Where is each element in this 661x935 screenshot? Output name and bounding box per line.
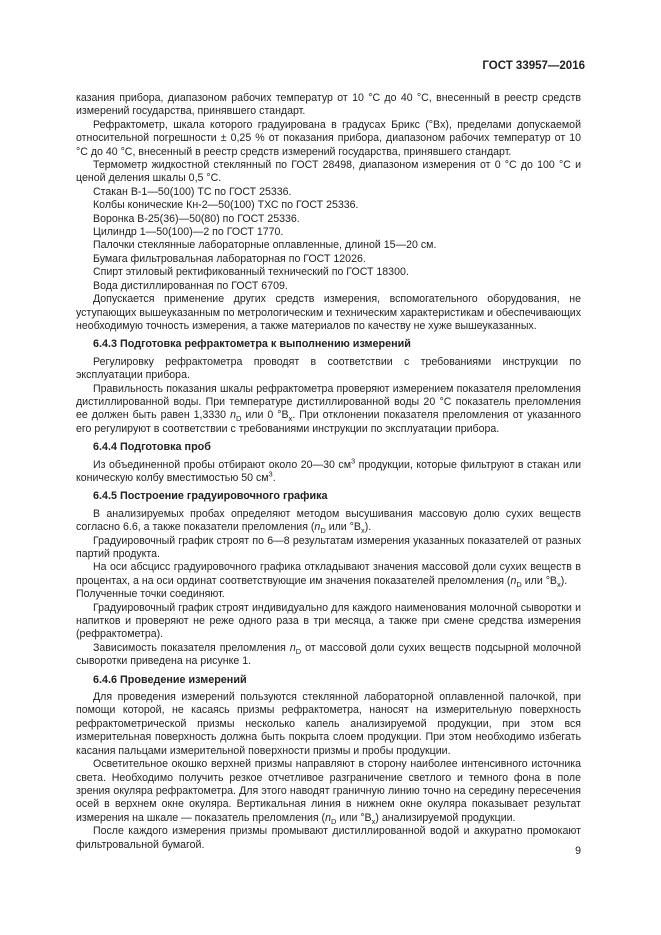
paragraph: После каждого измерения призмы промывают дистиллированной водой и аккуратно промокают фильтровальной бумагой. <box>76 825 581 851</box>
paragraph: Из объединенной пробы отбирают около 20—30 $см^3$ продукции, которые фильтруют в стакан или коническую колбу вместимостью 50 $см^3$. <box>76 456 581 484</box>
paragraph: Допускается применение других средств измерения, вспомогательного оборудования, не уступающих вышеуказанным по метрологическим и техническим характеристикам и обеспечивающих необходимую точность измерения, а также материалов по качеству не хуже вышеуказанных. <box>76 293 581 332</box>
paragraph: На оси абсцисс градуировочного графика откладывают значения массовой доли сухих веществ в процентах, а на оси ординат соответствующие им значения показателей преломления ($n_D$ или $^\circ B_x$). <box>76 561 581 589</box>
section-heading-6-4-5: 6.4.5 Построение градуировочного графика <box>93 490 328 503</box>
paragraph: Градуировочный график строят по 6—8 результатам измерения указанных показателей от разных партий продукта. <box>76 534 581 560</box>
paragraph: Зависимость показателя преломления $n_D$ от массовой доли сухих веществ подсырной молочной сыворотки приведена на рисунке 1. <box>76 641 581 668</box>
section-heading-6-4-6: 6.4.6 Проведение измерений <box>93 673 247 686</box>
list-item: Цилиндр 1—50(100)—2 по ГОСТ 1770. <box>93 226 284 239</box>
paragraph: Для проведения измерений пользуются стеклянной лабораторной оплавленной палочкой, при помощи которой, не касаясь призмы рефрактометра, наносят на измерительную поверхность рефрактометрической призмы несколько капель анализируемой продукции, при этом вся измерительная поверхность должна быть покрыта слоем продукции. При этом необходимо избегать касания пальцами измерительной поверхности призмы и пробы продукции. <box>76 691 581 757</box>
list-item: Вода дистиллированная по ГОСТ 6709. <box>93 279 288 292</box>
paragraph: Полученные точки соединяют. <box>76 588 225 601</box>
paragraph: Осветительное окошко верхней призмы направляют в сторону наиболее интенсивного источника света. Необходимо получить резкое отчетливое разграничение светлого и темного фона в поле зрения окуляра рефрактометра. Для этого наводят граничную линию точно на середину пересечения осей в верхнем окне окуляра. Вертикальная линия в нижнем окне окуляра показывает результат измерения на шкале — показатель преломления ($n_D$ или $^\circ B_x$) анализируемой продукции. <box>76 758 581 826</box>
document-body <box>76 92 581 852</box>
list-item: Колбы конические Кн-2—50(100) ТХС по ГОСТ 25336. <box>93 199 359 212</box>
paragraph: Термометр жидкостной стеклянный по ГОСТ 28498, диапазоном измерения от 0 °С до 100 °С и ценой деления шкалы 0,5 °С. <box>76 159 581 185</box>
page-number: 9 <box>575 845 581 857</box>
list-item: Бумага фильтровальная лабораторная по ГОСТ 12026. <box>93 252 366 265</box>
paragraph: Регулировку рефрактометра проводят в соответствии с требованиями инструкции по эксплуатации прибора. <box>76 355 581 382</box>
list-item: Спирт этиловый ректификованный технический по ГОСТ 18300. <box>93 266 409 279</box>
document-id: ГОСТ 33957—2016 <box>482 60 585 72</box>
list-item: Воронка В-25(36)—50(80) по ГОСТ 25336. <box>93 212 300 225</box>
list-item: Стакан В-1—50(100) ТС по ГОСТ 25336. <box>93 185 292 198</box>
paragraph: Правильность показания шкалы рефрактометра проверяют измерением показателя преломления дистиллированной воды. При температуре дистиллированной воды 20 °С показатель преломления ее должен быть равен 1,3330 $n_D$ или 0 $^\circ B_x$. При отклонении показателя преломления от указанного его регулируют в соответствии с требованиями инструкции по эксплуатации прибора. <box>76 382 581 435</box>
paragraph: В анализируемых пробах определяют методом высушивания массовую долю сухих веществ согласно 6.6, а также показатели преломления ($n_D$ или $^\circ B_x$). <box>76 507 581 536</box>
paragraph: Рефрактометр, шкала которого градуирована в градусах Брикс (°Bx), пределами допускаемой относительной погрешности ± 0,25 % от показания прибора, диапазоном рабочих температур от 10 °С до 40 °С, внесенный в реестр средств измерений государства, принявшего стандарт. <box>76 118 581 158</box>
paragraph: казания прибора, диапазоном рабочих температур от 10 °С до 40 °С, внесенный в реестр средств измерений государства, принявшего стандарт. <box>76 92 581 118</box>
section-heading-6-4-4: 6.4.4 Подготовка проб <box>93 441 211 454</box>
section-heading-6-4-3: 6.4.3 Подготовка рефрактометра к выполнению измерений <box>93 338 411 351</box>
paragraph: Градуировочный график строят индивидуально для каждого наименования молочной сыворотки и напитков и проверяют не реже одного раза в три месяца, а также при смене средства измерения (рефрактометра). <box>76 601 581 641</box>
list-item: Палочки стеклянные лабораторные оплавленные, длиной 15—20 см. <box>93 239 437 252</box>
